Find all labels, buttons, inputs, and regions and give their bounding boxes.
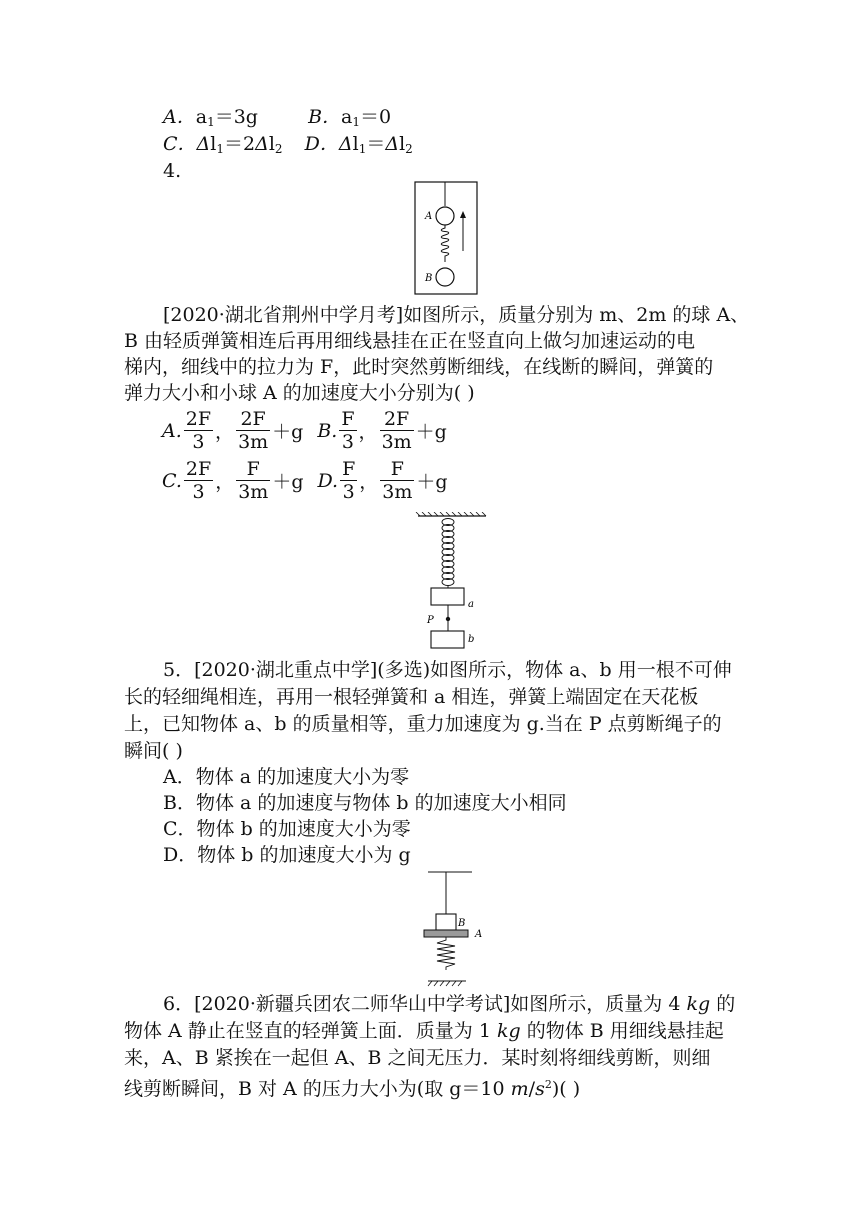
q6-line2-text: 物体 A 静止在竖直的轻弹簧上面．质量为 1 [124, 1020, 497, 1042]
comma: ， [358, 421, 378, 443]
q5-option-c: C．物体 b 的加速度大小为零 [163, 818, 411, 840]
q4-option-a-tail: ＋g [272, 421, 304, 443]
q3-option-d-sub2: 2 [405, 142, 413, 156]
q3-option-c-delta2: Δ [255, 133, 269, 155]
q6-unit-s: s [535, 1078, 545, 1100]
q5-stem-line-1: 5．[2020·湖北重点中学](多选)如图所示，物体 a、b 用一根不可伸 [163, 659, 732, 681]
q4-option-c-frac2 [236, 458, 270, 503]
q6-unit-m: m [510, 1078, 529, 1100]
block-b [431, 631, 464, 648]
q3-option-c-sub1: 1 [216, 142, 224, 156]
spring [441, 225, 449, 262]
q3-option-d-mid: ＝ [366, 133, 386, 155]
label-a: A [475, 929, 483, 940]
frac-numerator: F [342, 458, 356, 480]
q6-line2-tail: 的物体 B 用细线悬挂起 [520, 1020, 724, 1042]
q3-option-c-l2: l [268, 133, 275, 155]
q3-option-b-value: ＝0 [360, 106, 392, 128]
q5-stem-line-2: 长的轻细绳相连，再用一根轻弹簧和 a 相连，弹簧上端固定在天花板 [124, 686, 699, 708]
q6-stem-line-3: 来，A、B 紧挨在一起但 A、B 之间无压力．某时刻将细线剪断，则细 [124, 1047, 711, 1069]
q5-spring-blocks-figure [412, 512, 502, 652]
frac-denominator: 3 [192, 481, 205, 503]
q3-option-c-l1: l [210, 133, 217, 155]
q4-option-c-label: C. [162, 469, 182, 492]
label-b: b [468, 634, 475, 645]
q4-option-b-frac1 [339, 408, 356, 453]
frac-numerator: F [341, 408, 355, 430]
q3-option-d-label: D． [304, 133, 339, 155]
q4-option-b-label: B. [317, 419, 338, 442]
q3-option-a-sub: 1 [207, 115, 215, 129]
frac-denominator: 3m [238, 481, 269, 503]
frac-denominator: 3 [342, 481, 355, 503]
q4-option-b-frac2 [380, 408, 414, 453]
q6-unit-slash: / [528, 1078, 536, 1100]
q5-option-b: B．物体 a 的加速度与物体 b 的加速度大小相同 [163, 792, 567, 814]
q3-option-b-label: B． [308, 106, 342, 128]
frac-denominator: 3m [238, 431, 269, 453]
q4-stem-line-4: 弹力大小和小球 A 的加速度大小分别为( ) [124, 382, 475, 404]
q4-stem-line-3: 梯内，细线中的拉力为 F，此时突然剪断细线，在线断的瞬间，弹簧的 [124, 356, 714, 378]
q3-option-b-sub: 1 [352, 115, 360, 129]
ball-a [436, 207, 454, 225]
q6-unit-kg: kg [496, 1020, 521, 1042]
q5-stem-line-3: 上，已知物体 a、b 的质量相等，重力加速度为 g.当在 P 点剪断绳子的 [124, 713, 722, 735]
frac-numerator: F [380, 458, 414, 481]
q3-option-c-sub2: 2 [274, 142, 283, 156]
block-b [436, 914, 456, 930]
frac-numerator: 2F [185, 458, 212, 480]
q4-option-c-frac1 [184, 458, 213, 503]
q4-option-a-label: A. [162, 419, 182, 442]
q3-option-c-mid: ＝2 [224, 133, 256, 155]
plate-a [424, 930, 468, 937]
q4-option-a-frac1 [184, 408, 213, 453]
point-p [446, 617, 450, 621]
q3-option-d-l2: l [399, 133, 406, 155]
q6-spring-plate-figure [420, 870, 500, 988]
q3-option-b-var: a [341, 106, 353, 128]
frac-denominator: 3 [192, 431, 205, 453]
q4-options-row-2 [162, 458, 448, 503]
q4-option-d-frac2 [380, 458, 414, 503]
block-a [431, 588, 464, 605]
q4-option-a-frac2 [236, 408, 270, 453]
q4-option-d-label: D. [317, 469, 339, 492]
frac-numerator: F [236, 458, 270, 481]
q6-line1-tail: 的 [710, 993, 736, 1015]
comma: ， [215, 421, 235, 443]
frac-numerator: 2F [236, 408, 270, 431]
frac-numerator: 2F [380, 408, 414, 431]
q6-line1-text: 6．[2020·新疆兵团农二师华山中学考试]如图所示，质量为 4 [163, 993, 687, 1015]
comma: ， [359, 471, 379, 493]
q6-stem-line-1 [163, 991, 735, 1017]
frac-denominator: 3 [341, 431, 354, 453]
spring [442, 519, 454, 589]
label-b: B [425, 273, 433, 284]
q6-unit-exponent: 2 [544, 1078, 552, 1091]
frac-denominator: 3m [382, 481, 413, 503]
q3-option-a-var: a [195, 106, 208, 128]
label-a: A [425, 211, 433, 222]
q4-option-d-frac1 [340, 458, 357, 503]
q4-elevator-figure [414, 181, 480, 297]
q4-stem-line-2: B 由轻质弹簧相连后再用细线悬挂在正在竖直向上做匀加速运动的电 [124, 330, 696, 352]
label-b: B [458, 918, 466, 929]
q3-option-a-label: A． [163, 106, 196, 128]
q3-option-d-delta2: Δ [385, 133, 400, 155]
q3-option-row-2 [163, 131, 413, 162]
q6-line4-tail: )( ) [551, 1078, 581, 1100]
label-a: a [468, 599, 474, 610]
q6-stem-line-4 [124, 1072, 580, 1102]
q3-option-d-delta1: Δ [338, 133, 353, 155]
q3-option-c-delta1: Δ [196, 133, 211, 155]
comma: ， [215, 471, 235, 493]
q3-option-d-sub1: 1 [358, 142, 367, 156]
q5-stem-line-4: 瞬间( ) [124, 740, 183, 762]
q3-option-d-l1: l [352, 133, 359, 155]
q4-option-b-tail: ＋g [415, 421, 447, 443]
q5-option-a: A．物体 a 的加速度大小为零 [163, 766, 410, 788]
q6-line4-text: 线剪断瞬间，B 对 A 的压力大小为(取 g＝10 [124, 1078, 511, 1100]
q4-number: 4. [163, 160, 182, 182]
spring [437, 937, 455, 970]
frac-denominator: 3m [381, 431, 412, 453]
acceleration-arrow-head [460, 211, 466, 218]
q3-option-c-label: C． [163, 133, 197, 155]
label-p: P [427, 615, 434, 626]
q4-stem-line-1: [2020·湖北省荆州中学月考]如图所示，质量分别为 m、2m 的球 A、 [163, 304, 750, 326]
frac-numerator: 2F [185, 408, 212, 430]
q3-option-a-value: ＝3g [214, 106, 258, 128]
q6-stem-line-2 [124, 1018, 724, 1044]
q5-option-d: D．物体 b 的加速度大小为 g [163, 844, 411, 866]
q4-options-row-1 [162, 408, 447, 453]
q4-option-d-tail: ＋g [416, 471, 448, 493]
ball-b [436, 268, 454, 286]
q4-option-c-tail: ＋g [272, 471, 304, 493]
q6-unit-kg: kg [686, 993, 711, 1015]
ground-hatch [428, 981, 462, 986]
